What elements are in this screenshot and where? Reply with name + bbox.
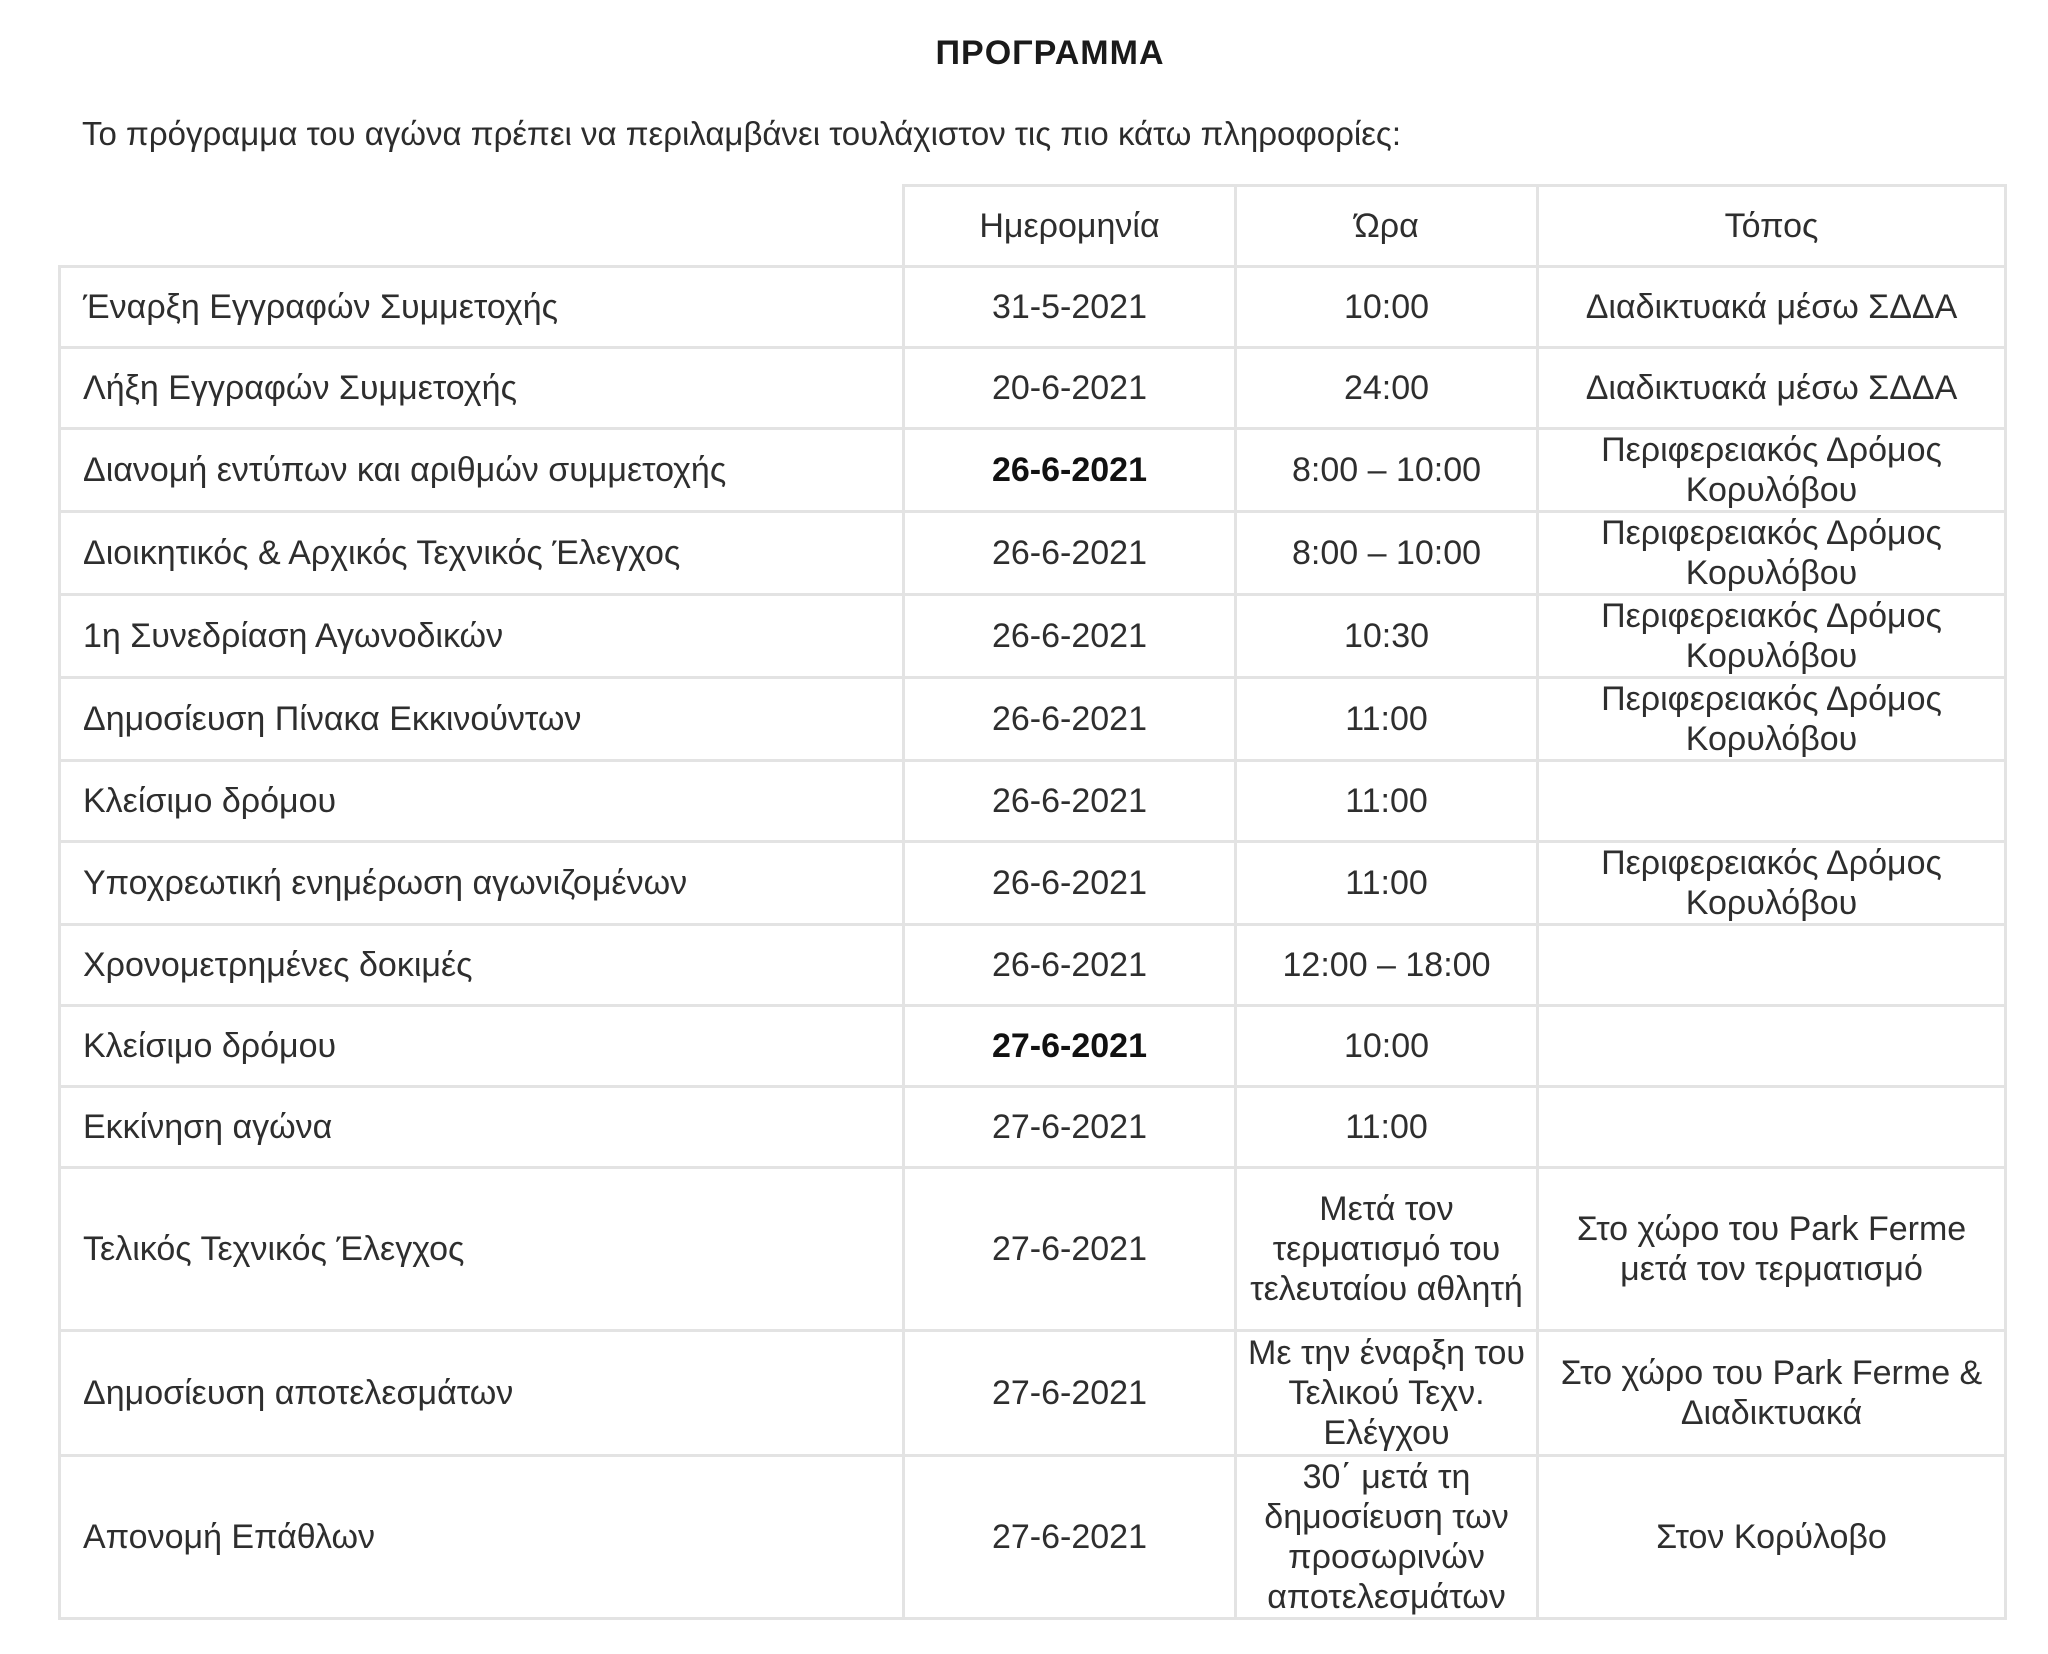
table-row [60, 1006, 2006, 1087]
date-cell: 26-6-2021 [904, 595, 1236, 678]
page-title: ΠΡΟΓΡΑΜΜΑ [935, 34, 1165, 72]
table-row [60, 1168, 2006, 1331]
date-cell: 27-6-2021 [904, 1006, 1236, 1087]
date-cell: 26-6-2021 [904, 429, 1236, 512]
event-cell: Διοικητικός & Αρχικός Τεχνικός Έλεγχος [60, 512, 904, 595]
date-cell: 26-6-2021 [904, 761, 1236, 842]
time-cell: 11:00 [1236, 1087, 1538, 1168]
table-row [60, 348, 2006, 429]
event-cell: Υποχρεωτική ενημέρωση αγωνιζομένων [60, 842, 904, 925]
place-cell: Στο χώρο του Park Ferme μετά τον τερματισμό [1538, 1168, 2006, 1331]
place-cell: Περιφερειακός Δρόμος Κορυλόβου [1538, 512, 2006, 595]
table-row [60, 267, 2006, 348]
place-cell: Περιφερειακός Δρόμος Κορυλόβου [1538, 842, 2006, 925]
time-cell: 8:00 – 10:00 [1236, 429, 1538, 512]
header-time: Ώρα [1236, 186, 1538, 267]
table-row [60, 512, 2006, 595]
time-cell: Με την έναρξη του Τελικού Τεχν. Ελέγχου [1236, 1331, 1538, 1456]
place-cell [1538, 761, 2006, 842]
table-row [60, 429, 2006, 512]
date-cell: 31-5-2021 [904, 267, 1236, 348]
time-cell: 11:00 [1236, 678, 1538, 761]
table-header-row [60, 186, 2006, 267]
intro-text: Το πρόγραμμα του αγώνα πρέπει να περιλαμβάνει τουλάχιστον τις πιο κάτω πληροφορίες: [82, 115, 1402, 152]
place-cell: Διαδικτυακά μέσω ΣΔΔΑ [1538, 267, 2006, 348]
table-row [60, 761, 2006, 842]
time-cell: 10:00 [1236, 267, 1538, 348]
time-cell: 8:00 – 10:00 [1236, 512, 1538, 595]
date-cell: 26-6-2021 [904, 842, 1236, 925]
event-cell: Λήξη Εγγραφών Συμμετοχής [60, 348, 904, 429]
place-cell: Περιφερειακός Δρόμος Κορυλόβου [1538, 678, 2006, 761]
time-cell: Μετά τον τερματισμό του τελευταίου αθλητή [1236, 1168, 1538, 1331]
place-cell: Περιφερειακός Δρόμος Κορυλόβου [1538, 595, 2006, 678]
table-row [60, 1331, 2006, 1456]
time-cell: 10:00 [1236, 1006, 1538, 1087]
header-date: Ημερομηνία [904, 186, 1236, 267]
date-cell: 27-6-2021 [904, 1331, 1236, 1456]
time-cell: 10:30 [1236, 595, 1538, 678]
event-cell: Κλείσιμο δρόμου [60, 1006, 904, 1087]
time-cell: 11:00 [1236, 761, 1538, 842]
event-cell: Δημοσίευση Πίνακα Εκκινούντων [60, 678, 904, 761]
date-cell: 27-6-2021 [904, 1087, 1236, 1168]
event-cell: Διανομή εντύπων και αριθμών συμμετοχής [60, 429, 904, 512]
time-cell: 24:00 [1236, 348, 1538, 429]
time-cell: 30΄ μετά τη δημοσίευση των προσωρινών αποτελεσμάτων [1236, 1456, 1538, 1619]
place-cell: Περιφερειακός Δρόμος Κορυλόβου [1538, 429, 2006, 512]
date-cell: 27-6-2021 [904, 1168, 1236, 1331]
event-cell: Εκκίνηση αγώνα [60, 1087, 904, 1168]
event-cell: Τελικός Τεχνικός Έλεγχος [60, 1168, 904, 1331]
event-cell: Απονομή Επάθλων [60, 1456, 904, 1619]
place-cell [1538, 1087, 2006, 1168]
date-cell: 27-6-2021 [904, 1456, 1236, 1619]
place-cell [1538, 1006, 2006, 1087]
event-cell: Κλείσιμο δρόμου [60, 761, 904, 842]
time-cell: 11:00 [1236, 842, 1538, 925]
table-row [60, 1087, 2006, 1168]
event-cell: Έναρξη Εγγραφών Συμμετοχής [60, 267, 904, 348]
schedule-table [58, 184, 2007, 1620]
table-row [60, 595, 2006, 678]
table-row [60, 1456, 2006, 1619]
place-cell [1538, 925, 2006, 1006]
place-cell: Διαδικτυακά μέσω ΣΔΔΑ [1538, 348, 2006, 429]
date-cell: 26-6-2021 [904, 925, 1236, 1006]
event-cell: 1η Συνεδρίαση Αγωνοδικών [60, 595, 904, 678]
header-blank-cell [60, 186, 904, 267]
place-cell: Στον Κορύλοβο [1538, 1456, 2006, 1619]
table-row [60, 678, 2006, 761]
date-cell: 26-6-2021 [904, 678, 1236, 761]
date-cell: 26-6-2021 [904, 512, 1236, 595]
time-cell: 12:00 – 18:00 [1236, 925, 1538, 1006]
table-row [60, 842, 2006, 925]
event-cell: Χρονομετρημένες δοκιμές [60, 925, 904, 1006]
table-row [60, 925, 2006, 1006]
date-cell: 20-6-2021 [904, 348, 1236, 429]
event-cell: Δημοσίευση αποτελεσμάτων [60, 1331, 904, 1456]
place-cell: Στο χώρο του Park Ferme & Διαδικτυακά [1538, 1331, 2006, 1456]
header-place: Τόπος [1538, 186, 2006, 267]
